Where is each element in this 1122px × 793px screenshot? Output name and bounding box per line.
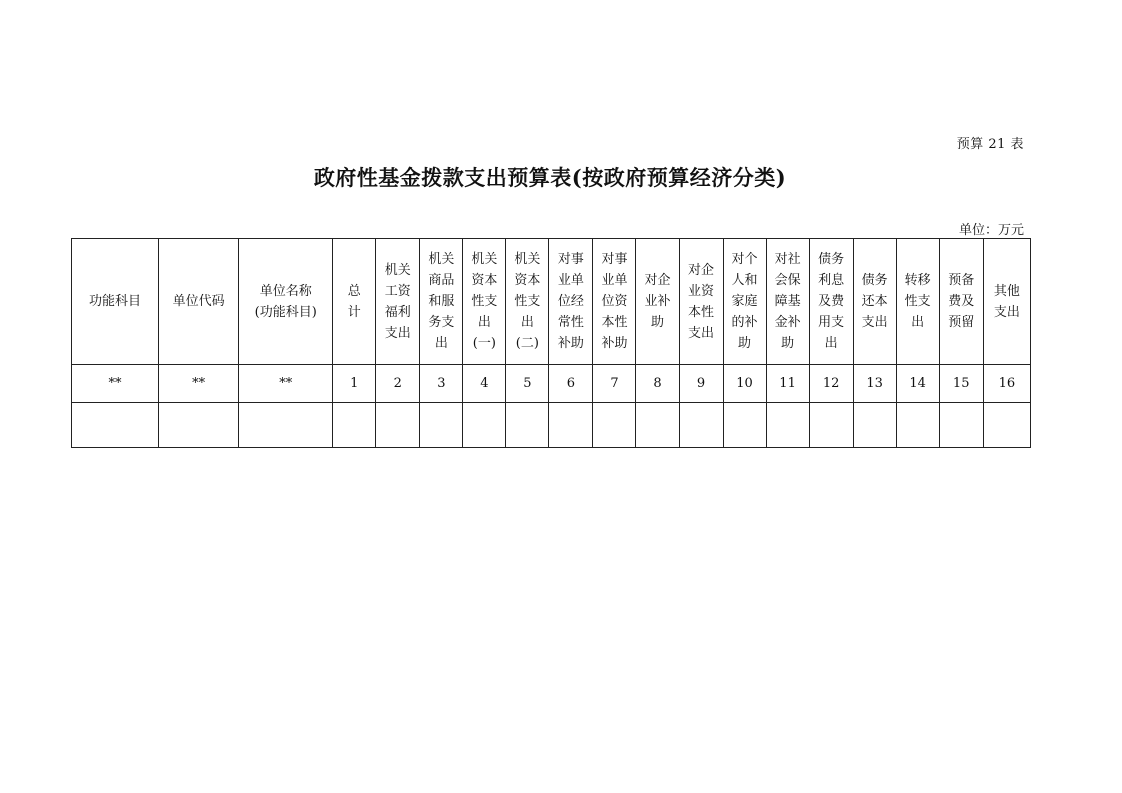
header-cell-col-10 (723, 239, 766, 365)
table-cell (549, 403, 593, 448)
header-label: 对企 业补 助 (644, 273, 671, 330)
table-cell (72, 403, 159, 448)
code-cell: 10 (723, 365, 766, 403)
header-cell-col-2 (376, 239, 420, 365)
code-cell: 15 (939, 365, 983, 403)
table-cell (723, 403, 766, 448)
code-cell: 11 (766, 365, 809, 403)
column-code-row (72, 365, 1031, 403)
code-cell: 2 (376, 365, 420, 403)
code-cell: 8 (636, 365, 679, 403)
header-cell-col-11 (766, 239, 809, 365)
code-cell: 1 (333, 365, 376, 403)
header-cell-col-14 (896, 239, 939, 365)
table-cell (239, 403, 333, 448)
table-cell (506, 403, 549, 448)
table-cell (593, 403, 636, 448)
header-cell-col-7 (593, 239, 636, 365)
table-cell (420, 403, 463, 448)
header-row (72, 239, 1031, 365)
header-cell-col-16 (983, 239, 1030, 365)
header-label: 债务 利息 及费 用支 出 (818, 252, 845, 351)
header-cell-col-9 (679, 239, 723, 365)
header-cell-function-subject (72, 239, 159, 365)
header-cell-col-3 (420, 239, 463, 365)
header-label: 对事 业单 位经 常性 补助 (557, 252, 584, 351)
header-cell-col-12 (809, 239, 853, 365)
header-label: 总 计 (347, 283, 361, 320)
page-title: 政府性基金拨款支出预算表(按政府预算经济分类) (313, 165, 787, 190)
header-label: 对企 业资 本性 支出 (688, 262, 715, 341)
code-cell: 5 (506, 365, 549, 403)
header-label: 债务 还本 支出 (861, 273, 888, 330)
header-cell-col-4 (463, 239, 506, 365)
header-cell-unit-name (239, 239, 333, 365)
table-cell (939, 403, 983, 448)
table-cell (463, 403, 506, 448)
table-cell (679, 403, 723, 448)
header-cell-col-5 (506, 239, 549, 365)
table-cell (333, 403, 376, 448)
header-cell-total (333, 239, 376, 365)
header-label: 其他 支出 (993, 283, 1020, 320)
table-cell (809, 403, 853, 448)
header-label: 功能科目 (89, 294, 142, 309)
code-cell: ** (159, 365, 239, 403)
code-cell: 16 (983, 365, 1030, 403)
table-cell (983, 403, 1030, 448)
table-cell (159, 403, 239, 448)
header-label: 对社 会保 障基 金补 助 (774, 252, 801, 351)
header-label: 机关 资本 性支 出 (二) (514, 252, 541, 351)
header-cell-col-6 (549, 239, 593, 365)
budget-table (71, 238, 1031, 448)
table-cell (766, 403, 809, 448)
header-label: 预备 费及 预留 (948, 273, 975, 330)
header-cell-col-15 (939, 239, 983, 365)
header-label: 对事 业单 位资 本性 补助 (601, 252, 628, 351)
table-cell (376, 403, 420, 448)
code-cell: ** (72, 365, 159, 403)
table-cell (896, 403, 939, 448)
header-cell-unit-code (159, 239, 239, 365)
header-cell-col-8 (636, 239, 679, 365)
code-cell: 14 (896, 365, 939, 403)
code-cell: ** (239, 365, 333, 403)
code-cell: 3 (420, 365, 463, 403)
header-label: 机关 商品 和服 务支 出 (428, 252, 455, 351)
code-cell: 7 (593, 365, 636, 403)
table-cell (853, 403, 896, 448)
code-cell: 13 (853, 365, 896, 403)
header-label: 机关 工资 福利 支出 (384, 262, 411, 341)
code-cell: 6 (549, 365, 593, 403)
code-cell: 9 (679, 365, 723, 403)
header-label: 对个 人和 家庭 的补 助 (731, 252, 758, 351)
header-cell-col-13 (853, 239, 896, 365)
table-number: 预算 21 表 (956, 137, 1024, 152)
header-label: 单位代码 (172, 294, 225, 309)
header-label: 转移 性支 出 (904, 273, 931, 330)
code-cell: 12 (809, 365, 853, 403)
header-label: 机关 资本 性支 出 (一) (471, 252, 498, 351)
unit-label: 单位：万元 (958, 223, 1024, 238)
table-row (72, 403, 1031, 448)
code-cell: 4 (463, 365, 506, 403)
table-cell (636, 403, 679, 448)
header-label: 单位名称 (功能科目) (254, 283, 317, 320)
